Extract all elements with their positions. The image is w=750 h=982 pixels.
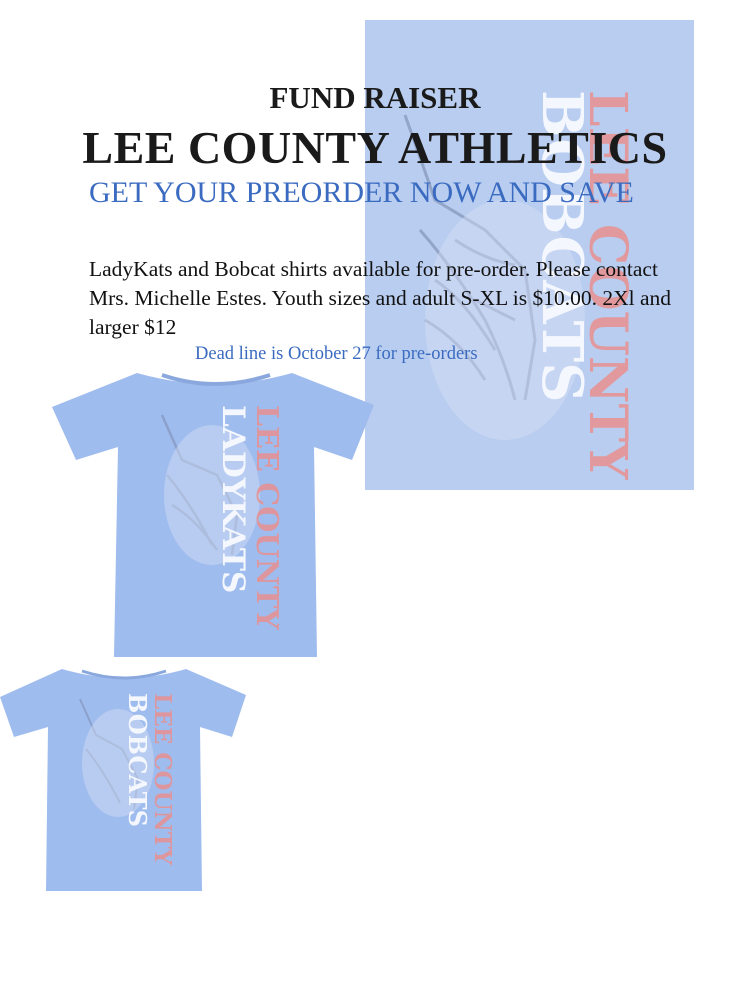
- bobcats-wordmark: BOBCATS: [123, 693, 152, 827]
- deadline-notice: Dead line is October 27 for pre-orders: [195, 344, 478, 364]
- lee-county-athletics-heading: LEE COUNTY ATHLETICS: [82, 122, 668, 173]
- ladykats-shirt-image: [52, 365, 378, 660]
- poster-red-wordmark: LEE COUNTY: [577, 90, 638, 480]
- ladykats-wordmark: LADYKATS: [215, 405, 251, 594]
- fund-raiser-title: FUND RAISER: [269, 80, 481, 115]
- poster-wordmark: BOBCATS: [529, 90, 595, 403]
- bobcats-shirt-image: [0, 663, 248, 893]
- shirt-details-text: LadyKats and Bobcat shirts available for pre-order. Please contact Mrs. Michelle Estes. Youth sizes and adult S-XL is $10.00. 2Xl and larger $12: [89, 257, 672, 339]
- ladykats-red-wordmark: LEE COUNTY: [249, 405, 284, 630]
- bobcats-red-wordmark: LEE COUNTY: [149, 693, 176, 866]
- preorder-callout: GET YOUR PREORDER NOW AND SAVE: [89, 176, 634, 209]
